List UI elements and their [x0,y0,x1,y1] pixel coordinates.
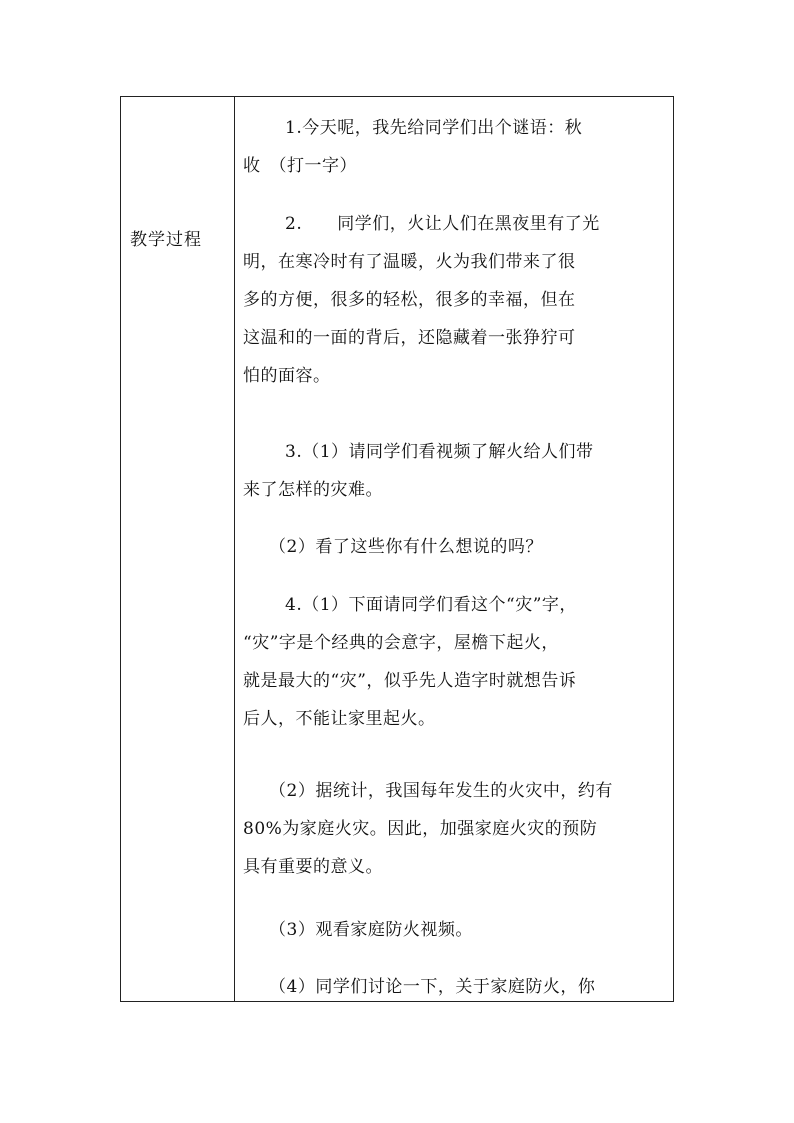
paragraph-line: 明，在寒冷时有了温暖，火为我们带来了很 [243,252,576,272]
content-cell [235,97,673,1001]
paragraph-2 [243,205,667,395]
paragraph-line: 1.今天呢，我先给同学们出个谜语：秋 [285,118,583,138]
paragraph-line: （3）观看家庭防火视频。 [269,920,473,940]
paragraph-line: 2. 同学们，火让人们在黑夜里有了光 [285,214,600,234]
paragraph-line: 这温和的一面的背后，还隐藏着一张狰狞可 [243,328,576,348]
paragraph-5 [243,586,667,738]
lesson-table [120,96,674,1002]
paragraph-1 [243,109,667,185]
label-cell [121,97,234,1001]
paragraph-line: 来了怎样的灾难。 [243,480,383,500]
paragraph-line: 80%为家庭火灾。因此，加强家庭火灾的预防 [243,819,598,839]
paragraph-line: 4.（1）下面请同学们看这个“灾”字， [285,595,577,615]
paragraph-line: 多的方便，很多的轻松，很多的幸福，但在 [243,290,576,310]
paragraph-line: 收 （打一字） [243,156,357,176]
paragraph-line: （2）据统计，我国每年发生的火灾中，约有 [269,781,613,801]
paragraph-8 [243,968,667,1001]
paragraph-4 [243,528,667,566]
paragraph-line: （4）同学们讨论一下，关于家庭防火，你 [269,977,596,997]
paragraph-line: 怕的面容。 [243,366,331,386]
paragraph-line: 后人，不能让家里起火。 [243,709,436,729]
paragraph-7 [243,911,667,949]
paragraph-line: 具有重要的意义。 [243,857,383,877]
paragraph-line: “灾”字是个经典的会意字，屋檐下起火， [243,633,559,653]
paragraph-3 [243,433,667,509]
paragraph-line: 3.（1）请同学们看视频了解火给人们带 [285,442,594,462]
paragraph-line: （2）看了这些你有什么想说的吗？ [269,537,543,557]
paragraph-6 [243,772,667,886]
section-label: 教学过程 [130,230,202,250]
paragraph-line: 就是最大的“灾”，似乎先人造字时就想告诉 [243,671,577,691]
